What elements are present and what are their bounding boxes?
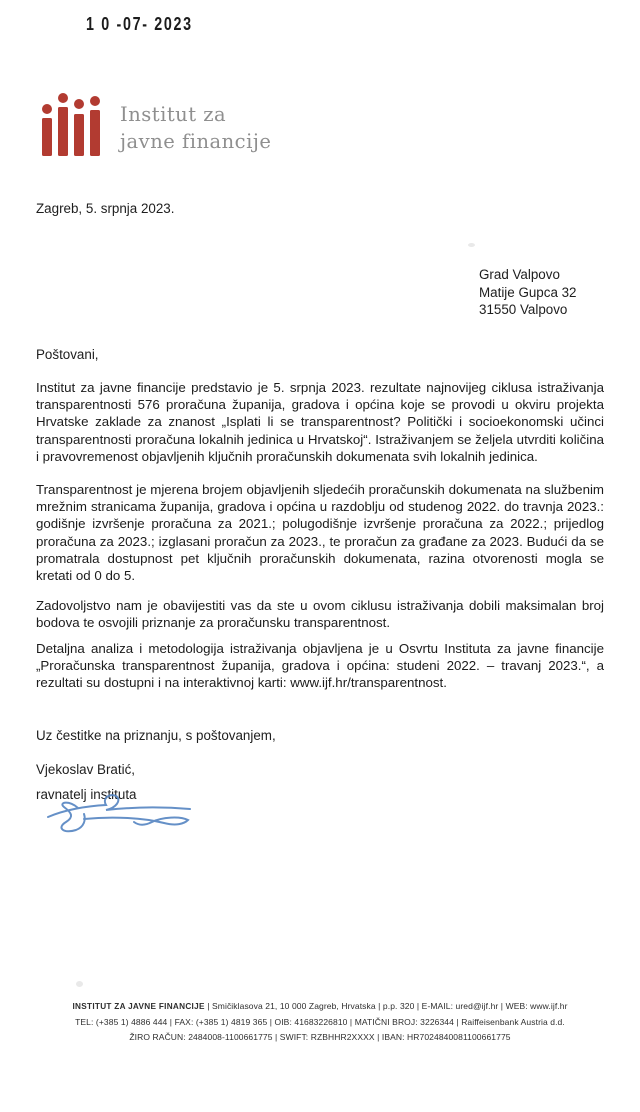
body-paragraph-4: Detaljna analiza i metodologija istraživanja objavljena je u Osvrtu Instituta za javne financije „Proračunska transparentnost županija, gradova i općina: studeni 2022. – travanj 2023.“, a rezultati su dostupni i na interaktivnoj karti: www.ijf.hr/transparentnost. <box>36 641 604 691</box>
footer-line-1-rest: | Smičiklasova 21, 10 000 Zagreb, Hrvatska | p.p. 320 | E-MAIL: ured@ijf.hr | WEB: www.ijf.hr <box>207 1001 568 1011</box>
recipient-city: 31550 Valpovo <box>479 302 568 317</box>
logo-wordmark-line2: javne financije <box>120 130 272 153</box>
footer-line-1 <box>0 999 640 1015</box>
letter-footer <box>0 999 640 1044</box>
closing-line: Uz čestitke na priznanju, s poštovanjem, <box>36 728 276 743</box>
recipient-name: Grad Valpovo <box>479 267 560 282</box>
footer-org-name: INSTITUT ZA JAVNE FINANCIJE <box>72 1002 205 1011</box>
logo-wordmark-line1: Institut za <box>120 103 227 126</box>
signer-name: Vjekoslav Bratić, <box>36 762 135 777</box>
signer-title: ravnatelj instituta <box>36 787 137 802</box>
body-paragraph-2: Transparentnost je mjerena brojem objavljenih sljedećih proračunskih dokumenata na službenim mrežnim stranicama županija, gradova i općina u razdoblju od studenog 2022. do travnja 2023.: godišnje izvršenje proračuna za 2021.; polugodišnje izvršenje proračuna za 2022.; prijedlog proračuna za 2023.; izglasani proračun za 2023., te proračun za građane za 2023. Budući da se promatrala dostupnost pet ključnih proračunskih dokumenata, razina otvorenosti mogla se kretati od 0 do 5. <box>36 482 604 584</box>
recipient-address <box>479 266 577 319</box>
ijf-logo-icon <box>40 92 106 158</box>
body-paragraph-1: Institut za javne financije predstavio je 5. srpnja 2023. rezultate najnovijeg ciklusa istraživanja transparentnosti 576 proračuna županija, gradova i općina koje se provodi u okviru projekta Hrvatske zaklade za znanost „Isplati li se transparentnost? Politički i socioekonomski učinci transparentnosti proračuna lokalnih jedinica u Hrvatskoj“. Istraživanjem se željela utvrditi količina i pravovremenost objavljenih ključnih proračunskih dokumenata svih lokalnih jedinica. <box>36 380 604 464</box>
handwritten-signature <box>44 792 194 854</box>
footer-line-3: ŽIRO RAČUN: 2484008-1100661775 | SWIFT: RZBHHR2XXXX | IBAN: HR7024840081100661775 <box>129 1031 511 1042</box>
place-date-line: Zagreb, 5. srpnja 2023. <box>36 201 175 216</box>
logo-wordmark <box>120 101 271 155</box>
received-date-stamp: 1 0 -07- 2023 <box>86 14 193 35</box>
scan-artifact <box>76 981 83 987</box>
footer-line-2: TEL: (+385 1) 4886 444 | FAX: (+385 1) 4819 365 | OIB: 41683226810 | MATIČNI BROJ: 3226344 | Raiffeisenbank Austria d.d. <box>75 1016 565 1027</box>
salutation: Poštovani, <box>36 347 99 362</box>
recipient-street: Matije Gupca 32 <box>479 284 577 300</box>
body-paragraph-3: Zadovoljstvo nam je obavijestiti vas da ste u ovom ciklusu istraživanja dobili maksimalan broj bodova te osvojili priznanje za proračunsku transparentnost. <box>36 598 604 631</box>
scan-artifact <box>468 243 475 247</box>
